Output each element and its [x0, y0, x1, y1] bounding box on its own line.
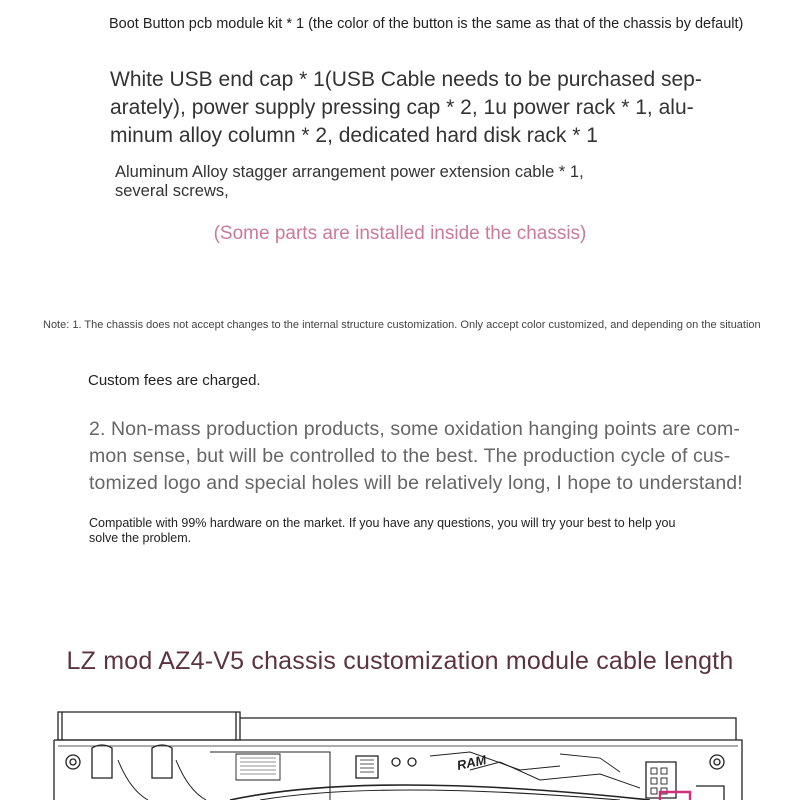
extension-cable-text: Aluminum Alloy stagger arrangement power extension cable * 1, several screws,	[115, 163, 584, 200]
fan-shroud-right	[152, 745, 172, 778]
note-1-text: Note: 1. The chassis does not accept changes to the internal structure customization. Only accept color customized, and depending on the situation	[43, 319, 761, 331]
note-2-text: 2. Non-mass production products, some oxidation hanging points are com-mon sense, but will be controlled to the best. The production cycle of cus-tomized logo and special holes will be relatively long, I hope to understand!	[89, 418, 743, 494]
installed-parts-note: (Some parts are installed inside the chassis)	[213, 223, 587, 244]
section-heading: LZ mod AZ4-V5 chassis customization module cable length	[66, 647, 734, 675]
top-bracket-left	[58, 712, 240, 740]
chassis-line-drawing	[0, 700, 800, 800]
highlight-marker	[660, 792, 690, 800]
compatibility-text: Compatible with 99% hardware on the market. If you have any questions, you will try your best to help you solve the problem.	[89, 516, 676, 545]
power-connector	[356, 756, 378, 778]
ram-label: RAM	[455, 752, 488, 773]
screw-icon	[66, 755, 80, 769]
fan-shroud-left	[92, 745, 112, 778]
custom-fees-text: Custom fees are charged.	[88, 372, 261, 389]
boot-button-kit-text: Boot Button pcb module kit * 1 (the color of the button is the same as that of the chassis by default)	[109, 16, 744, 32]
usb-end-cap-text: White USB end cap * 1(USB Cable needs to be purchased sep-arately), power supply pressing cap * 2, 1u power rack * 1, alu-minum alloy column * 2, dedicated hard disk rack * 1	[110, 68, 702, 147]
screw-icon	[710, 755, 724, 769]
